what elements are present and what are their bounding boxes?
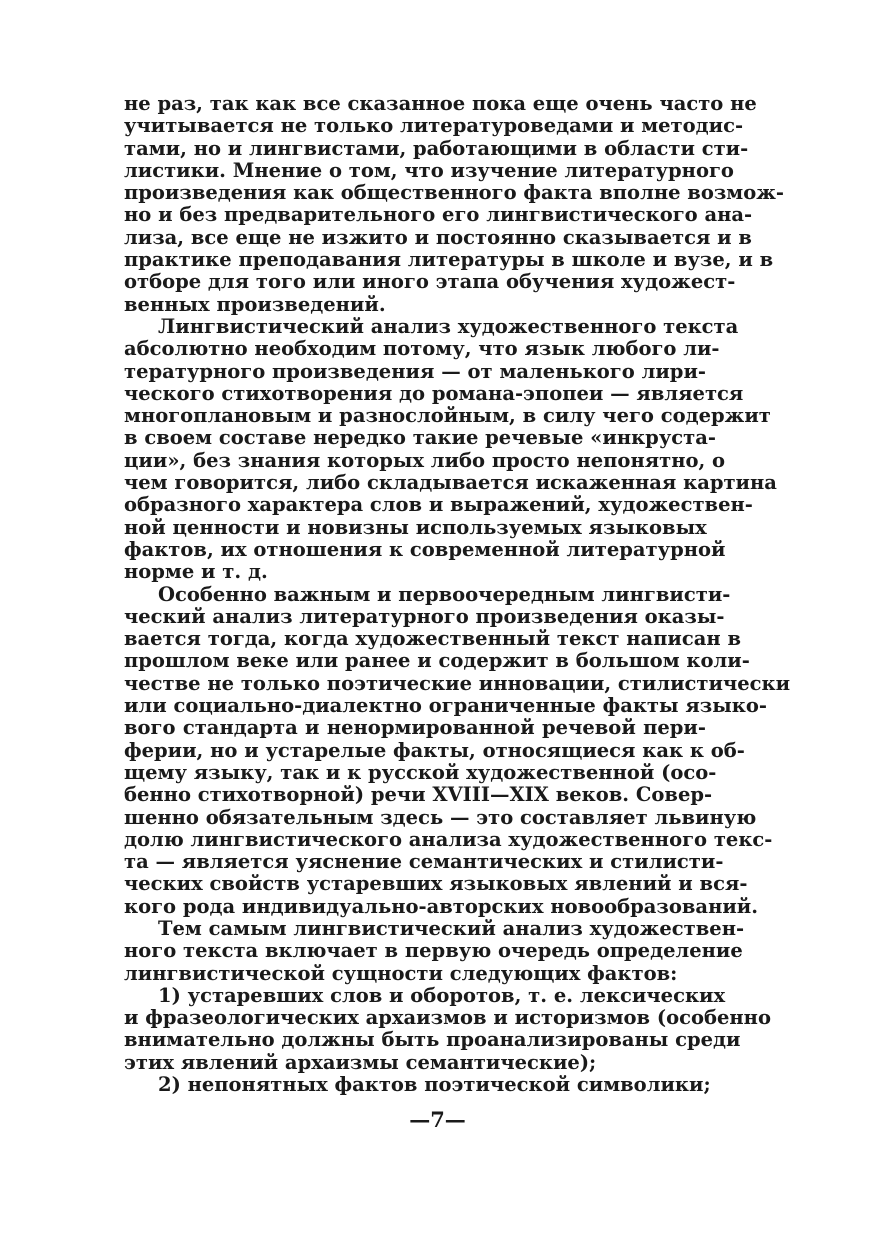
text-line: многоплановым и разнослойным, в силу чего содержит	[124, 404, 771, 428]
page-number: —7—	[409, 1107, 466, 1132]
text-line: ной ценности и новизны используемых языковых	[124, 515, 707, 539]
text-line: абсолютно необходим потому, что язык любого ли-	[124, 337, 720, 361]
list-item-line: 2) непонятных фактов поэтической символики;	[158, 1073, 711, 1097]
text-line: Тем самым лингвистический анализ художествен-	[158, 916, 745, 940]
text-line: тами, но и лингвистами, работающими в области сти-	[124, 136, 749, 160]
text-line: венных произведений.	[124, 292, 386, 316]
text-line: фактов, их отношения к современной литературной	[124, 537, 726, 561]
list-item-line: и фразеологических архаизмов и историзмов (особенно	[124, 1006, 771, 1030]
text-line: учитывается не только литературоведами и методис-	[124, 114, 744, 138]
text-line: шенно обязательным здесь — это составляет львиную	[124, 805, 757, 829]
text-line: вается тогда, когда художественный текст написан в	[124, 627, 741, 651]
text-line: та — является уяснение семантических и стилисти-	[124, 850, 724, 874]
text-line: ческого стихотворения до романа-эпопеи — является	[124, 381, 744, 405]
text-line: ферии, но и устарелые факты, относящиеся как к об-	[124, 738, 745, 762]
text-line: щему языку, так и к русской художественной (осо-	[124, 760, 717, 784]
text-line: листики. Мнение о том, что изучение литературного	[124, 158, 734, 182]
text-line: ции», без знания которых либо просто непонятно, о	[124, 448, 726, 472]
text-line: или социально-диалектно ограниченные факты языко-	[124, 694, 767, 718]
text-line: честве не только поэтические инновации, стилистически	[124, 671, 791, 695]
text-line: бенно стихотворной) речи XVIII—XIX веков. Совер-	[124, 783, 713, 807]
text-line: кого рода индивидуально-авторских новообразований.	[124, 894, 759, 918]
body-text	[124, 92, 791, 1097]
text-line: Лингвистический анализ художественного текста	[158, 314, 739, 338]
text-line: ного текста включает в первую очередь определение	[124, 939, 743, 963]
text-line: вого стандарта и ненормированной речевой пери-	[124, 716, 706, 740]
text-line: в своем составе нередко такие речевые «инкруста-	[124, 426, 716, 450]
text-line: Особенно важным и первоочередным лингвисти-	[158, 582, 731, 606]
text-line: практике преподавания литературы в школе и вузе, и в	[124, 248, 774, 272]
text-line: ческих свойств устаревших языковых явлений и вся-	[124, 872, 748, 896]
text-line: чем говорится, либо складывается искаженная картина	[124, 471, 777, 495]
text-line: лингвистической сущности следующих фактов:	[124, 961, 678, 985]
text-line: долю лингвистического анализа художественного текс-	[124, 827, 773, 851]
text-line: произведения как общественного факта вполне возмож-	[124, 181, 785, 205]
list-item-line: 1) устаревших слов и оборотов, т. е. лексических	[158, 983, 726, 1007]
list-item-line: внимательно должны быть проанализированы среди	[124, 1028, 741, 1052]
text-line: ческий анализ литературного произведения оказы-	[124, 604, 725, 628]
text-line: образного характера слов и выражений, художествен-	[124, 493, 753, 517]
text-line: не раз, так как все сказанное пока еще очень часто не	[124, 92, 757, 115]
text-line: лиза, все еще не изжито и постоянно сказывается и в	[124, 225, 752, 249]
list-item-line: этих явлений архаизмы семантические);	[124, 1050, 597, 1074]
text-line: тературного произведения — от маленького лири-	[124, 359, 706, 383]
text-line: отборе для того или иного этапа обучения художест-	[124, 270, 736, 294]
text-line: но и без предварительного его лингвистического ана-	[124, 203, 753, 227]
text-line: прошлом веке или ранее и содержит в большом коли-	[124, 649, 750, 673]
text-line: норме и т. д.	[124, 560, 268, 584]
